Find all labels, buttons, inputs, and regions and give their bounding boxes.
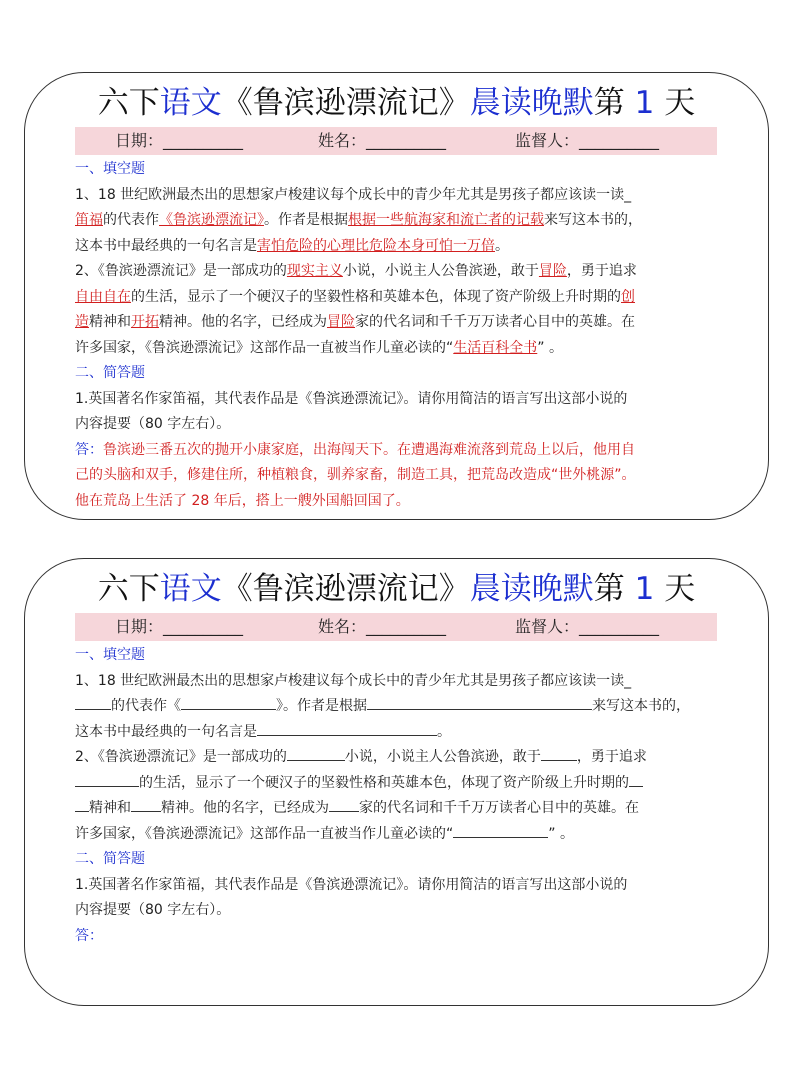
title-day-suffix: 天 xyxy=(654,85,696,121)
worksheet-card-blank xyxy=(24,558,769,1006)
question-text: 1、18 世纪欧洲最杰出的思想家卢梭建议每个成长中的青少年尤其是男孩子都应该读一读_ xyxy=(75,186,632,203)
worksheet-body xyxy=(75,643,721,949)
blank-underline[interactable] xyxy=(131,797,161,812)
question-text: 精神和 xyxy=(89,314,131,330)
question-text: 小说，小说主人公鲁滨逊，敢于 xyxy=(342,263,539,279)
blank-underline[interactable] xyxy=(329,797,359,812)
title-book: 《鲁滨逊漂流记》 xyxy=(221,85,470,121)
title-day-number: 1 xyxy=(634,571,655,607)
title-book: 《鲁滨逊漂流记》 xyxy=(221,571,470,607)
filled-answer: 开拓 xyxy=(131,314,159,330)
title-routine: 晨读晚默 xyxy=(469,85,594,121)
question-text: 精神和 xyxy=(89,800,131,816)
filled-answer: 创 xyxy=(621,288,635,305)
title-day-prefix: 第 xyxy=(593,571,635,607)
blank-underline[interactable] xyxy=(629,772,643,787)
question-text: 这本书中最经典的一句名言是 xyxy=(75,237,257,254)
question-3-line: 内容提要（80 字左右）。 xyxy=(75,902,231,918)
title-day-number: 1 xyxy=(634,85,655,121)
question-text: ” 。 xyxy=(537,339,563,356)
question-text: 。作者是根据 xyxy=(264,212,348,228)
question-text: 这本书中最经典的一句名言是 xyxy=(75,723,257,740)
question-3-line: 1.英国著名作家笛福，其代表作品是《鲁滨逊漂流记》。请你用简洁的语言写出这部小说的 xyxy=(75,876,628,893)
title-day-prefix: 第 xyxy=(593,85,635,121)
question-text: 2、《鲁滨逊漂流记》是一部成功的 xyxy=(75,263,287,279)
filled-answer: 冒险 xyxy=(327,314,355,330)
question-line xyxy=(75,796,721,822)
question-text: 家的代名词和千千万万读者心目中的英雄。在 xyxy=(359,800,639,816)
blank-underline[interactable] xyxy=(75,772,139,787)
answer-label: 答： xyxy=(75,927,103,944)
blank-underline[interactable] xyxy=(75,797,89,812)
title-subject: 语文 xyxy=(159,85,222,121)
title-grade: 六下 xyxy=(97,571,160,607)
question-text: 精神。他的名字，已经成为 xyxy=(159,314,327,330)
question-1 xyxy=(75,669,721,746)
question-line xyxy=(75,285,721,311)
filled-answer: 冒险 xyxy=(538,263,567,279)
question-text: 小说，小说主人公鲁滨逊，敢于 xyxy=(344,749,541,765)
question-text: ，勇于追求 xyxy=(576,749,647,765)
question-text: 。 xyxy=(495,237,509,254)
filled-answer: 生活百科全书 xyxy=(453,339,538,356)
question-text: 的代表作《 xyxy=(111,698,181,714)
filled-answer: 根据一些航海家和流亡者的记载 xyxy=(348,212,544,228)
question-3-line: 1.英国著名作家笛福，其代表作品是《鲁滨逊漂流记》。请你用简洁的语言写出这部小说的 xyxy=(75,390,628,407)
question-text: 的生活，显示了一个硬汉子的坚毅性格和英雄本色，体现了资产阶级上升时期的 xyxy=(139,774,629,791)
question-text: 的代表作 xyxy=(103,212,159,228)
title-subject: 语文 xyxy=(159,571,222,607)
filled-answer: 造 xyxy=(75,314,89,330)
question-text: 1、18 世纪欧洲最杰出的思想家卢梭建议每个成长中的青少年尤其是男孩子都应该读一读_ xyxy=(75,672,632,689)
blank-underline[interactable] xyxy=(541,746,577,761)
filled-answer: 现实主义 xyxy=(286,263,343,279)
question-text: ，勇于追求 xyxy=(566,263,637,279)
question-text: 的生活，显示了一个硬汉子的坚毅性格和英雄本色，体现了资产阶级上升时期的 xyxy=(131,288,621,305)
info-bar xyxy=(75,613,717,641)
blank-underline[interactable] xyxy=(287,746,345,761)
worksheet-title xyxy=(25,567,768,611)
question-line xyxy=(75,745,721,771)
question-text: 。 xyxy=(437,723,451,740)
filled-answer: 《鲁滨逊漂流记》 xyxy=(159,212,264,228)
question-line xyxy=(75,720,721,746)
date-field[interactable]: 日期：__________ xyxy=(115,617,244,636)
answer-text: 鲁滨逊三番五次的抛开小康家庭，出海闯天下。在遭遇海难流落到荒岛上以后，他用自 xyxy=(103,441,635,458)
question-line xyxy=(75,183,721,209)
section-fill-blank-heading: 一、填空题 xyxy=(75,161,145,177)
question-2 xyxy=(75,259,721,361)
question-text: 2、《鲁滨逊漂流记》是一部成功的 xyxy=(75,749,287,765)
question-text: 许多国家，《鲁滨逊漂流记》这部作品一直被当作儿童必读的“ xyxy=(75,339,454,356)
worksheet-title xyxy=(25,81,768,125)
question-text: 来写这本书的， xyxy=(544,212,642,228)
question-text: 家的代名词和千千万万读者心目中的英雄。在 xyxy=(355,314,635,330)
question-text: 来写这本书的， xyxy=(592,698,690,714)
blank-underline[interactable] xyxy=(367,695,592,710)
blank-underline[interactable] xyxy=(257,721,437,736)
question-text: 精神。他的名字，已经成为 xyxy=(161,800,329,816)
question-line xyxy=(75,771,721,797)
title-day-suffix: 天 xyxy=(654,571,696,607)
answer-label: 答： xyxy=(75,441,103,458)
blank-underline[interactable] xyxy=(75,695,111,710)
name-field[interactable]: 姓名：__________ xyxy=(318,131,447,150)
question-line xyxy=(75,694,721,720)
section-short-answer-heading: 二、简答题 xyxy=(75,365,145,381)
question-line xyxy=(75,822,721,848)
title-grade: 六下 xyxy=(97,85,160,121)
answer-line xyxy=(75,438,721,464)
question-2 xyxy=(75,745,721,847)
blank-underline[interactable] xyxy=(181,695,276,710)
question-line xyxy=(75,310,721,336)
worksheet-body xyxy=(75,157,721,514)
supervisor-field[interactable]: 监督人：__________ xyxy=(515,131,660,150)
question-text: ” 。 xyxy=(548,825,574,842)
question-line xyxy=(75,669,721,695)
filled-answer: 自由自在 xyxy=(75,288,131,305)
section-fill-blank-heading: 一、填空题 xyxy=(75,647,145,663)
info-bar xyxy=(75,127,717,155)
answer-line: 他在荒岛上生活了 28 年后，搭上一艘外国船回国了。 xyxy=(75,492,410,509)
title-routine: 晨读晚默 xyxy=(469,571,594,607)
question-line xyxy=(75,208,721,234)
date-field[interactable]: 日期：__________ xyxy=(115,131,244,150)
filled-answer: 害怕危险的心理比危险本身可怕一万倍 xyxy=(257,237,495,254)
question-1 xyxy=(75,183,721,260)
question-line xyxy=(75,234,721,260)
filled-answer: 笛福 xyxy=(75,212,103,228)
question-line xyxy=(75,259,721,285)
question-line xyxy=(75,336,721,362)
section-short-answer-heading: 二、简答题 xyxy=(75,851,145,867)
supervisor-field[interactable]: 监督人：__________ xyxy=(515,617,660,636)
question-text: 》。作者是根据 xyxy=(276,698,367,714)
name-field[interactable]: 姓名：__________ xyxy=(318,617,447,636)
question-3-line: 内容提要（80 字左右）。 xyxy=(75,416,231,432)
blank-underline[interactable] xyxy=(453,823,548,838)
question-text: 许多国家，《鲁滨逊漂流记》这部作品一直被当作儿童必读的“ xyxy=(75,825,454,842)
worksheet-card-answers xyxy=(24,72,769,520)
answer-line: 己的头脑和双手，修建住所，种植粮食，驯养家畜，制造工具，把荒岛改造成“世外桃源”。 xyxy=(75,467,636,483)
